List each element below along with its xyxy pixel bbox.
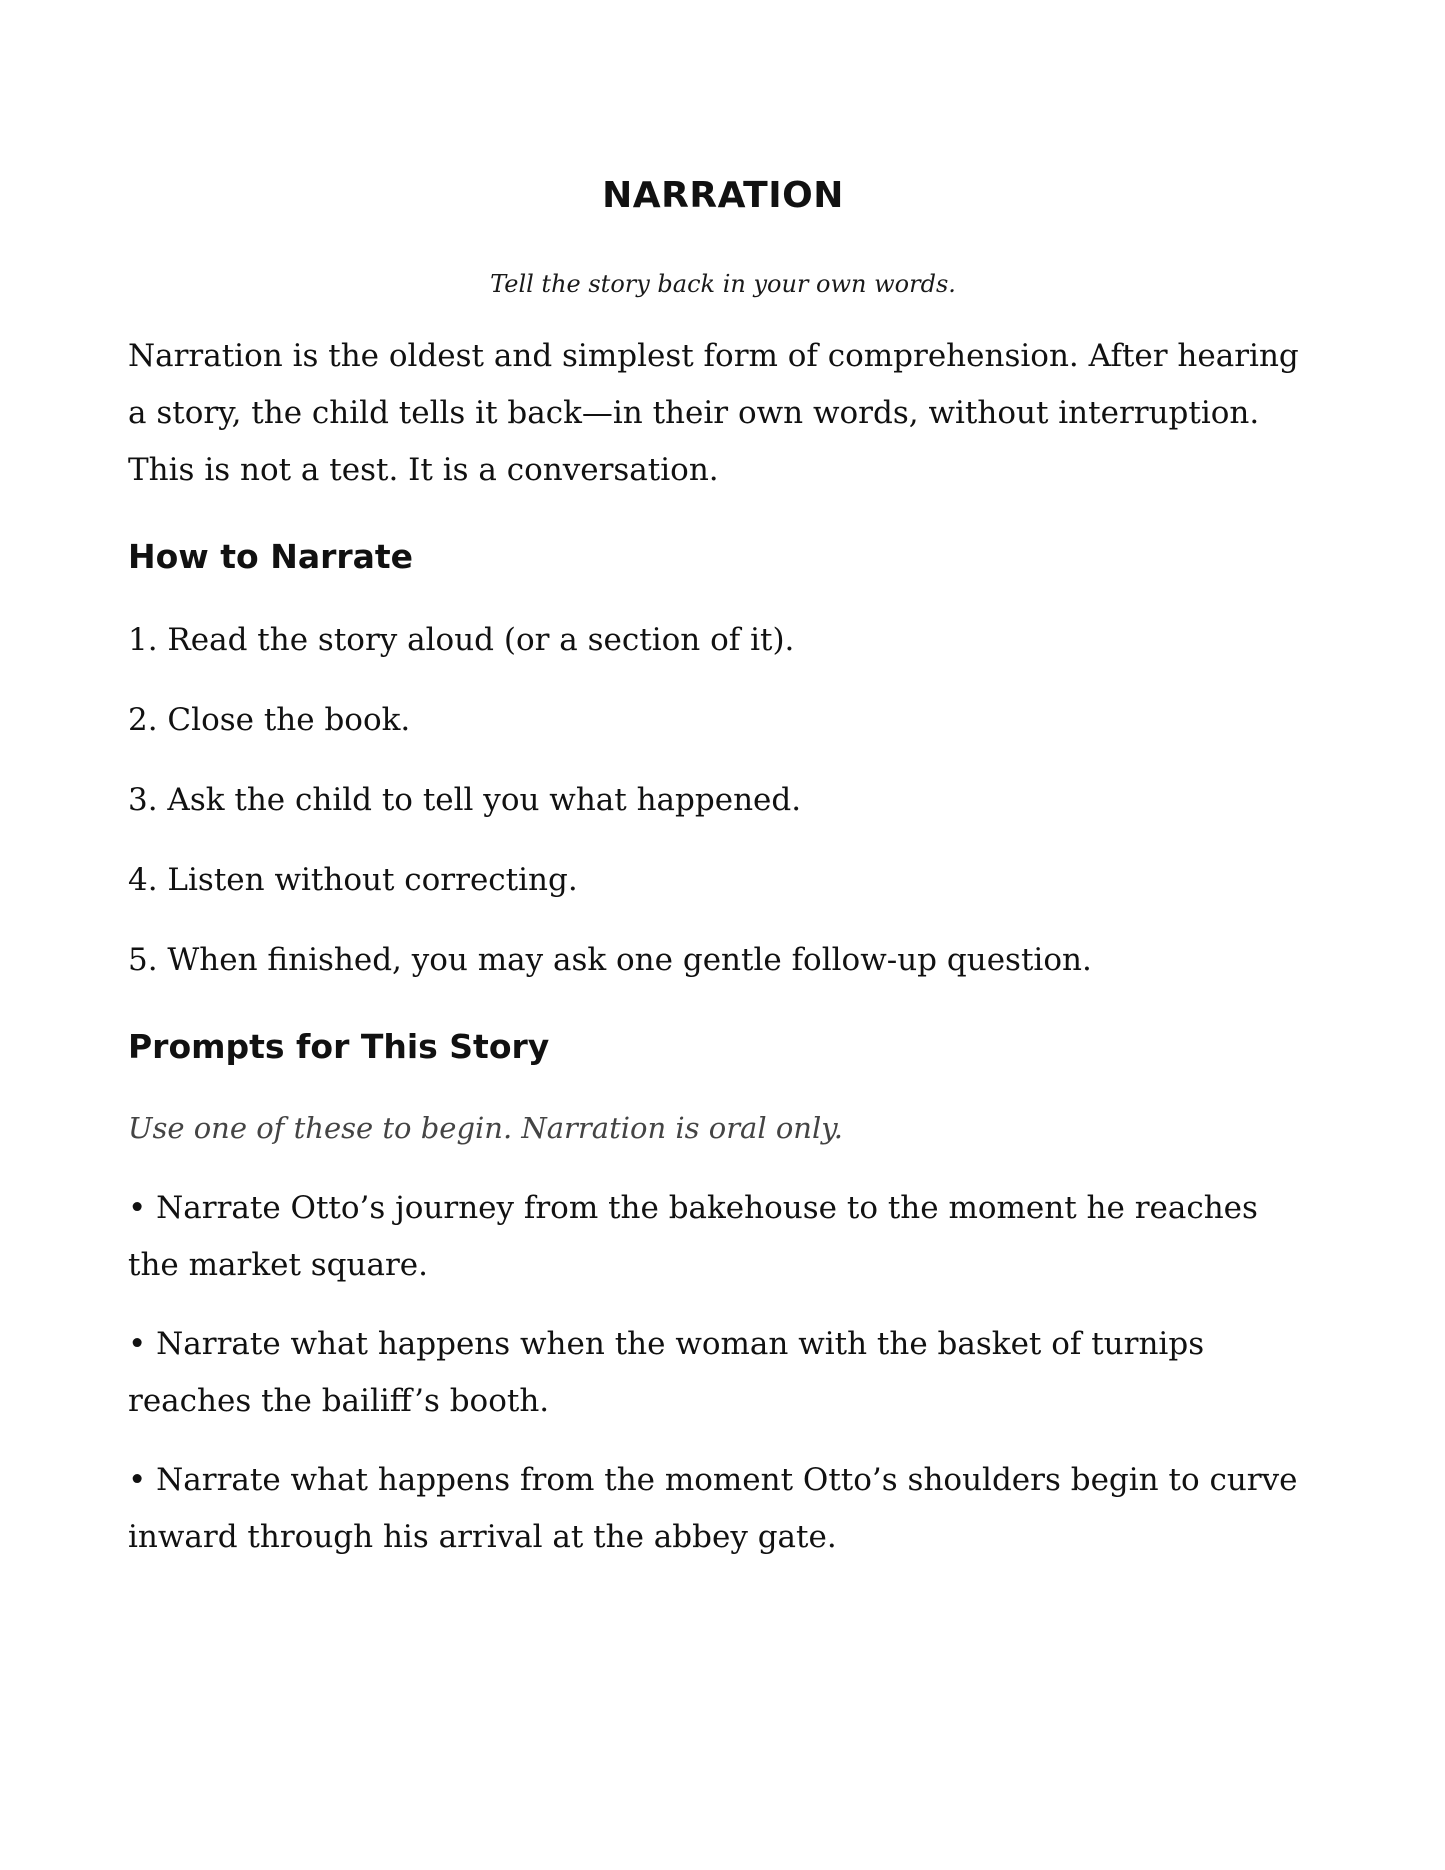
prompts-heading: Prompts for This Story <box>128 1027 550 1066</box>
how-to-heading: How to Narrate <box>128 537 414 576</box>
steps-list <box>128 612 1318 1012</box>
step-item: 4. Listen without correcting. <box>128 862 578 898</box>
prompts-list <box>128 1180 1318 1588</box>
step-item: 1. Read the story aloud (or a section of it). <box>128 622 795 658</box>
page-subtitle: Tell the story back in your own words. <box>490 270 956 298</box>
prompt-item: • Narrate what happens from the moment Otto’s shoulders begin to curve inward through his arrival at the abbey gate. <box>128 1462 1298 1555</box>
document-page <box>128 0 1318 1870</box>
prompt-item: • Narrate what happens when the woman with the basket of turnips reaches the bailiff’s booth. <box>128 1326 1205 1419</box>
step-item: 2. Close the book. <box>128 702 411 738</box>
page-title: NARRATION <box>602 175 844 216</box>
step-item: 3. Ask the child to tell you what happened. <box>128 782 802 818</box>
prompts-note: Use one of these to begin. Narration is oral only. <box>128 1111 844 1145</box>
step-item: 5. When finished, you may ask one gentle follow-up question. <box>128 942 1092 978</box>
intro-paragraph: Narration is the oldest and simplest form of comprehension. After hearing a story, the child tells it back—in their own words, without interruption. This is not a test. It is a conversation. <box>128 338 1299 488</box>
prompt-item: • Narrate Otto’s journey from the bakehouse to the moment he reaches the market square. <box>128 1190 1258 1283</box>
